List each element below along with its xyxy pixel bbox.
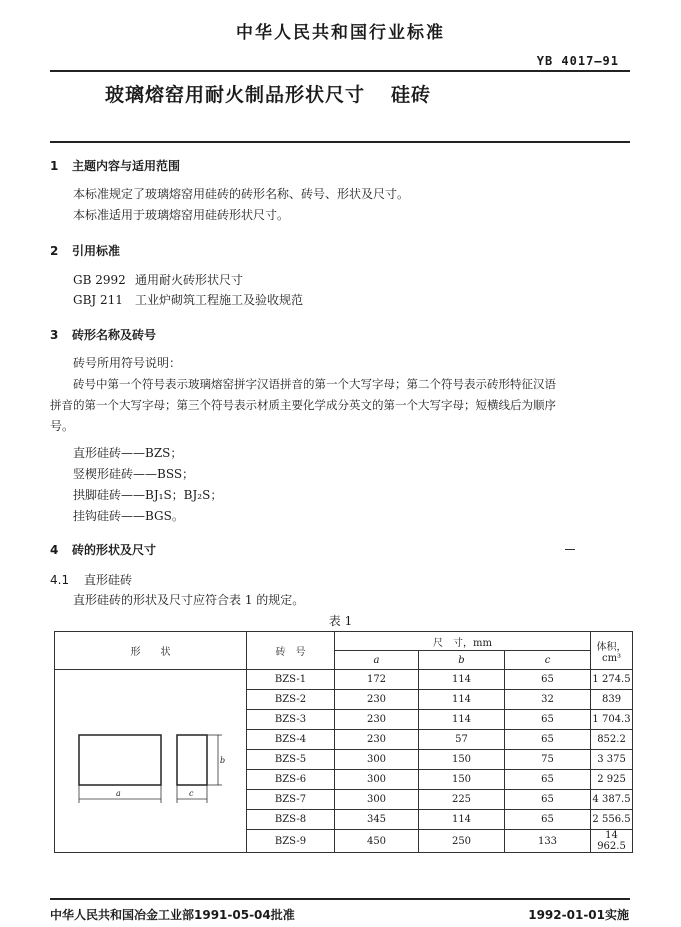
section-3-para-2c: 号。	[50, 419, 75, 433]
cell-volume: 1 704.3	[591, 710, 633, 730]
header-dimensions: 尺 寸，mm	[335, 632, 591, 651]
approval-line: 中华人民共和国冶金工业部1991-05-04批准	[50, 908, 295, 922]
table-row	[55, 670, 633, 690]
cell-brick-no: BZS-9	[247, 830, 335, 853]
cell-brick-no: BZS-8	[247, 810, 335, 830]
section-3-para-2a: 砖号中第一个符号表示玻璃熔窑拼字汉语拼音的第一个大写字母；第二个符号表示砖形特征汉语	[73, 377, 556, 391]
cell-b: 150	[419, 770, 505, 790]
stray-mark	[565, 549, 575, 550]
brick-dimensions-table	[54, 631, 633, 853]
cell-c: 65	[505, 790, 591, 810]
brick-front-view	[79, 735, 161, 785]
cell-volume: 3 375	[591, 750, 633, 770]
brick-code-item-3: 拱脚硅砖——BJ₁S；BJ₂S；	[73, 488, 223, 502]
cell-b: 114	[419, 670, 505, 690]
cell-b: 150	[419, 750, 505, 770]
header-title: 中华人民共和国行业标准	[236, 23, 445, 43]
cell-volume: 2 925	[591, 770, 633, 790]
header-c: c	[505, 651, 591, 670]
shape-figure-cell	[55, 670, 247, 853]
fig-label-c: c	[188, 788, 193, 798]
cell-volume: 14 962.5	[591, 830, 633, 853]
fig-label-b: b	[219, 755, 225, 765]
brick-shape-figure	[56, 675, 246, 845]
header-volume: 体积，cm³	[591, 632, 633, 670]
cell-brick-no: BZS-3	[247, 710, 335, 730]
cell-c: 65	[505, 810, 591, 830]
header-a: a	[335, 651, 419, 670]
cell-brick-no: BZS-4	[247, 730, 335, 750]
header-brick-no: 砖 号	[247, 632, 335, 670]
section-3-heading: 3 砖形名称及砖号	[50, 328, 157, 342]
section-1-para-1: 本标准规定了玻璃熔窑用硅砖的砖形名称、砖号、形状及尺寸。	[73, 187, 410, 201]
cell-c: 65	[505, 710, 591, 730]
cell-brick-no: BZS-7	[247, 790, 335, 810]
cell-b: 114	[419, 710, 505, 730]
cell-a: 345	[335, 810, 419, 830]
brick-code-item-2: 竖楔形硅砖——BSS；	[73, 467, 195, 481]
cell-c: 133	[505, 830, 591, 853]
cell-volume: 852.2	[591, 730, 633, 750]
title-rule	[50, 141, 630, 143]
header-rule	[50, 70, 630, 72]
section-3-para-1: 砖号所用符号说明：	[73, 356, 182, 370]
reference-1: GB 2992 通用耐火砖形状尺寸	[73, 273, 244, 287]
cell-b: 114	[419, 810, 505, 830]
cell-a: 300	[335, 770, 419, 790]
subsection-4-1-para: 直形硅砖的形状及尺寸应符合表 1 的规定。	[73, 593, 305, 607]
header-b: b	[419, 651, 505, 670]
cell-volume: 1 274.5	[591, 670, 633, 690]
cell-a: 172	[335, 670, 419, 690]
document-subtitle: 硅砖	[391, 84, 432, 106]
reference-2: GBJ 211 工业炉砌筑工程施工及验收规范	[73, 293, 304, 307]
cell-brick-no: BZS-6	[247, 770, 335, 790]
cell-b: 114	[419, 690, 505, 710]
cell-brick-no: BZS-1	[247, 670, 335, 690]
cell-c: 65	[505, 730, 591, 750]
cell-c: 65	[505, 770, 591, 790]
cell-a: 230	[335, 690, 419, 710]
implementation-date: 1992-01-01实施	[528, 908, 629, 922]
table-caption: 表 1	[328, 614, 353, 628]
brick-code-item-1: 直形硅砖——BZS；	[73, 446, 183, 460]
cell-brick-no: BZS-2	[247, 690, 335, 710]
cell-brick-no: BZS-5	[247, 750, 335, 770]
cell-b: 250	[419, 830, 505, 853]
cell-a: 230	[335, 730, 419, 750]
section-3-para-2b: 拼音的第一个大写字母；第三个符号表示材质主要化学成分英文的第一个大写字母；短横线后为顺序	[50, 398, 556, 412]
cell-c: 32	[505, 690, 591, 710]
subsection-4-1-heading: 4.1 直形硅砖	[50, 573, 133, 587]
fig-label-a: a	[115, 788, 121, 798]
header-shape: 形 状	[55, 632, 247, 670]
brick-code-item-4: 挂钩硅砖——BGS。	[73, 509, 184, 523]
document-title-main: 玻璃熔窑用耐火制品形状尺寸	[105, 84, 366, 106]
document-title	[105, 80, 431, 107]
cell-c: 65	[505, 670, 591, 690]
cell-volume: 839	[591, 690, 633, 710]
cell-b: 225	[419, 790, 505, 810]
brick-side-view	[177, 735, 207, 785]
section-1-heading: 1 主题内容与适用范围	[50, 159, 181, 173]
footer-rule	[50, 898, 630, 900]
section-1-para-2: 本标准适用于玻璃熔窑用硅砖形状尺寸。	[73, 208, 290, 222]
cell-c: 75	[505, 750, 591, 770]
cell-a: 300	[335, 750, 419, 770]
standard-number: YB 4017—91	[536, 54, 619, 68]
cell-a: 300	[335, 790, 419, 810]
cell-a: 230	[335, 710, 419, 730]
cell-volume: 2 556.5	[591, 810, 633, 830]
section-2-heading: 2 引用标准	[50, 244, 121, 258]
cell-a: 450	[335, 830, 419, 853]
cell-b: 57	[419, 730, 505, 750]
section-4-heading: 4 砖的形状及尺寸	[50, 543, 157, 557]
cell-volume: 4 387.5	[591, 790, 633, 810]
